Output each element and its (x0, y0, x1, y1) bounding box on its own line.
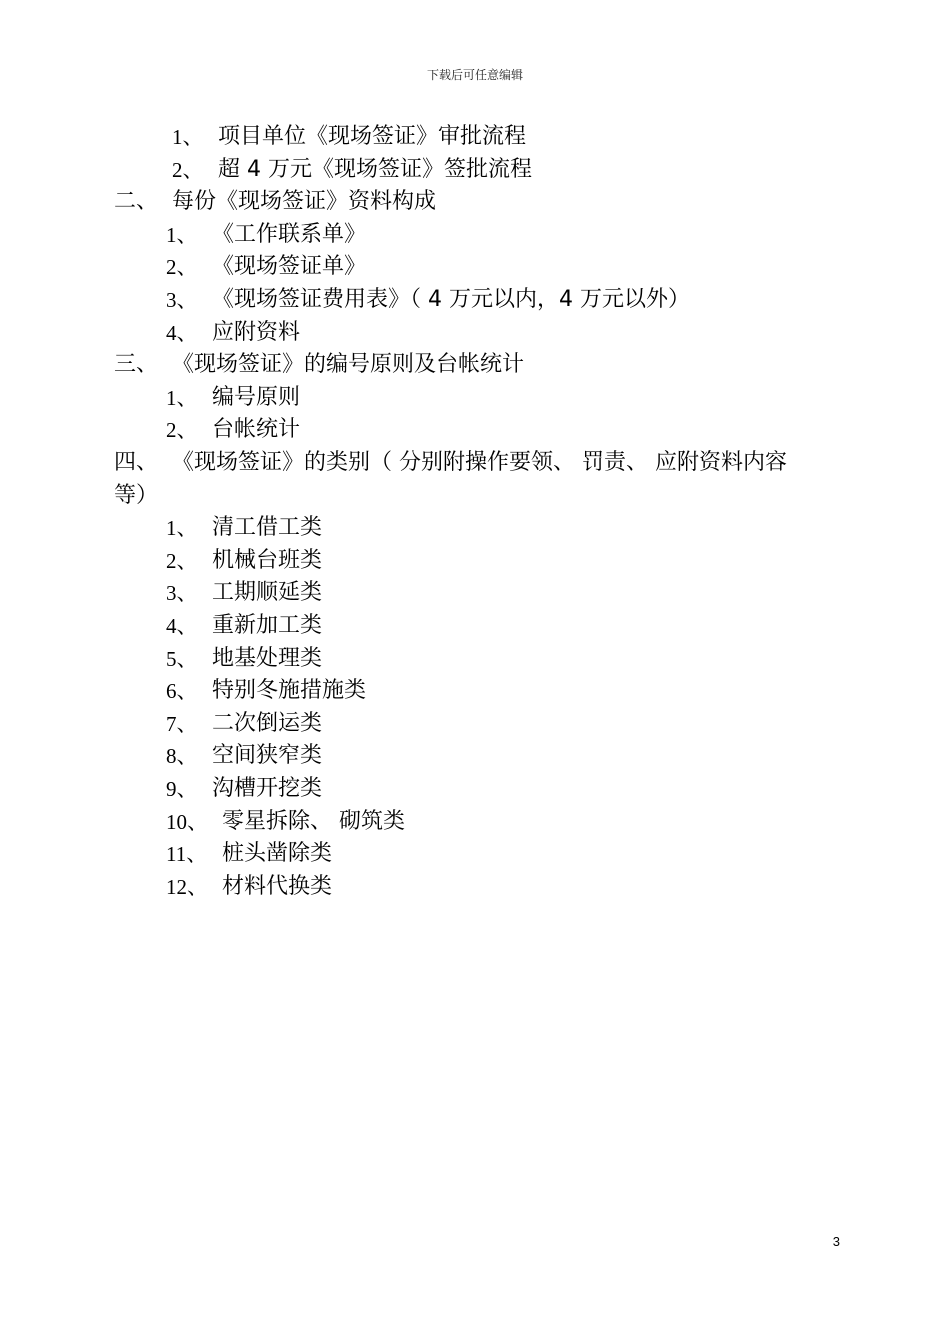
outline-line (0, 284, 950, 316)
item-number: 4、 (166, 614, 198, 638)
outline-line (0, 382, 950, 414)
item-text: 材料代换类 (222, 873, 333, 899)
outline-line (0, 675, 950, 707)
item-number: 5、 (166, 646, 198, 671)
item-number: 8、 (166, 744, 198, 769)
outline-line (0, 838, 950, 870)
item-number: 6、 (166, 679, 198, 704)
item-number: 1、 (166, 385, 198, 410)
section-number: 二、 (114, 189, 159, 215)
item-number: 2、 (172, 157, 204, 182)
section-number: 四、 (114, 450, 159, 475)
page-header: 下载后可任意编辑 (426, 68, 523, 82)
outline-line (0, 121, 950, 153)
item-text: 二次倒运类 (212, 710, 323, 736)
section-heading: 《现场签证》的编号原则及台帐统计 (172, 352, 525, 378)
outline-line (0, 740, 950, 772)
item-number: 1、 (166, 222, 198, 247)
outline-line (0, 643, 950, 675)
item-text: 超 4 万元《现场签证》签批流程 (218, 156, 532, 182)
item-text: 《现场签证费用表》（ 4 万元以内，4 万元以外） (212, 287, 690, 312)
item-number: 7、 (166, 711, 198, 736)
outline-line (0, 349, 950, 381)
outline-line (0, 414, 950, 446)
item-text: 特别冬施措施类 (212, 678, 367, 704)
item-text: 零星拆除、 砌筑类 (222, 808, 405, 834)
page-number: 3 (832, 1234, 840, 1249)
item-text: 《现场签证单》 (212, 254, 367, 280)
outline-line (0, 806, 950, 838)
item-text: 地基处理类 (212, 645, 323, 671)
item-text: 空间狭窄类 (212, 743, 323, 769)
item-number: 2、 (166, 418, 198, 443)
outline-line (0, 154, 950, 186)
item-text: 沟槽开挖类 (212, 776, 323, 801)
item-number: 1、 (166, 516, 198, 541)
item-text: 工期顺延类 (212, 580, 323, 606)
item-text: 台帐统计 (212, 417, 301, 443)
outline-line (0, 545, 950, 577)
item-number: 11、 (166, 842, 208, 867)
item-text: 应附资料 (212, 319, 301, 345)
outline-line (0, 480, 950, 512)
outline-line (0, 251, 950, 283)
outline-line (0, 219, 950, 251)
section-heading: 《现场签证》的类别（ 分别附操作要领、 罚责、 应附资料内容 (172, 450, 787, 475)
outline-line (0, 708, 950, 740)
item-number: 12、 (166, 874, 208, 899)
outline-line (0, 317, 950, 349)
outline-line (0, 447, 950, 479)
section-heading-continuation: 等） (114, 482, 159, 508)
section-heading: 每份《现场签证》资料构成 (172, 189, 437, 215)
item-number: 4、 (166, 320, 198, 345)
item-number: 1、 (172, 125, 204, 149)
item-number: 2、 (166, 548, 198, 573)
item-number: 10、 (166, 809, 208, 834)
outline-line (0, 186, 950, 218)
item-text: 清工借工类 (212, 515, 323, 541)
item-text: 重新加工类 (212, 613, 323, 638)
outline-line (0, 610, 950, 642)
item-text: 项目单位《现场签证》审批流程 (218, 124, 527, 149)
item-text: 桩头凿除类 (222, 841, 333, 867)
section-number: 三、 (114, 352, 159, 378)
outline-line (0, 577, 950, 609)
item-text: 《工作联系单》 (212, 221, 367, 247)
item-number: 3、 (166, 288, 198, 312)
item-text: 机械台班类 (212, 547, 323, 573)
item-number: 3、 (166, 581, 198, 606)
outline-line (0, 773, 950, 805)
item-number: 2、 (166, 255, 198, 280)
outline-line (0, 512, 950, 544)
item-number: 9、 (166, 777, 198, 801)
outline-line (0, 871, 950, 903)
item-text: 编号原则 (212, 384, 301, 410)
